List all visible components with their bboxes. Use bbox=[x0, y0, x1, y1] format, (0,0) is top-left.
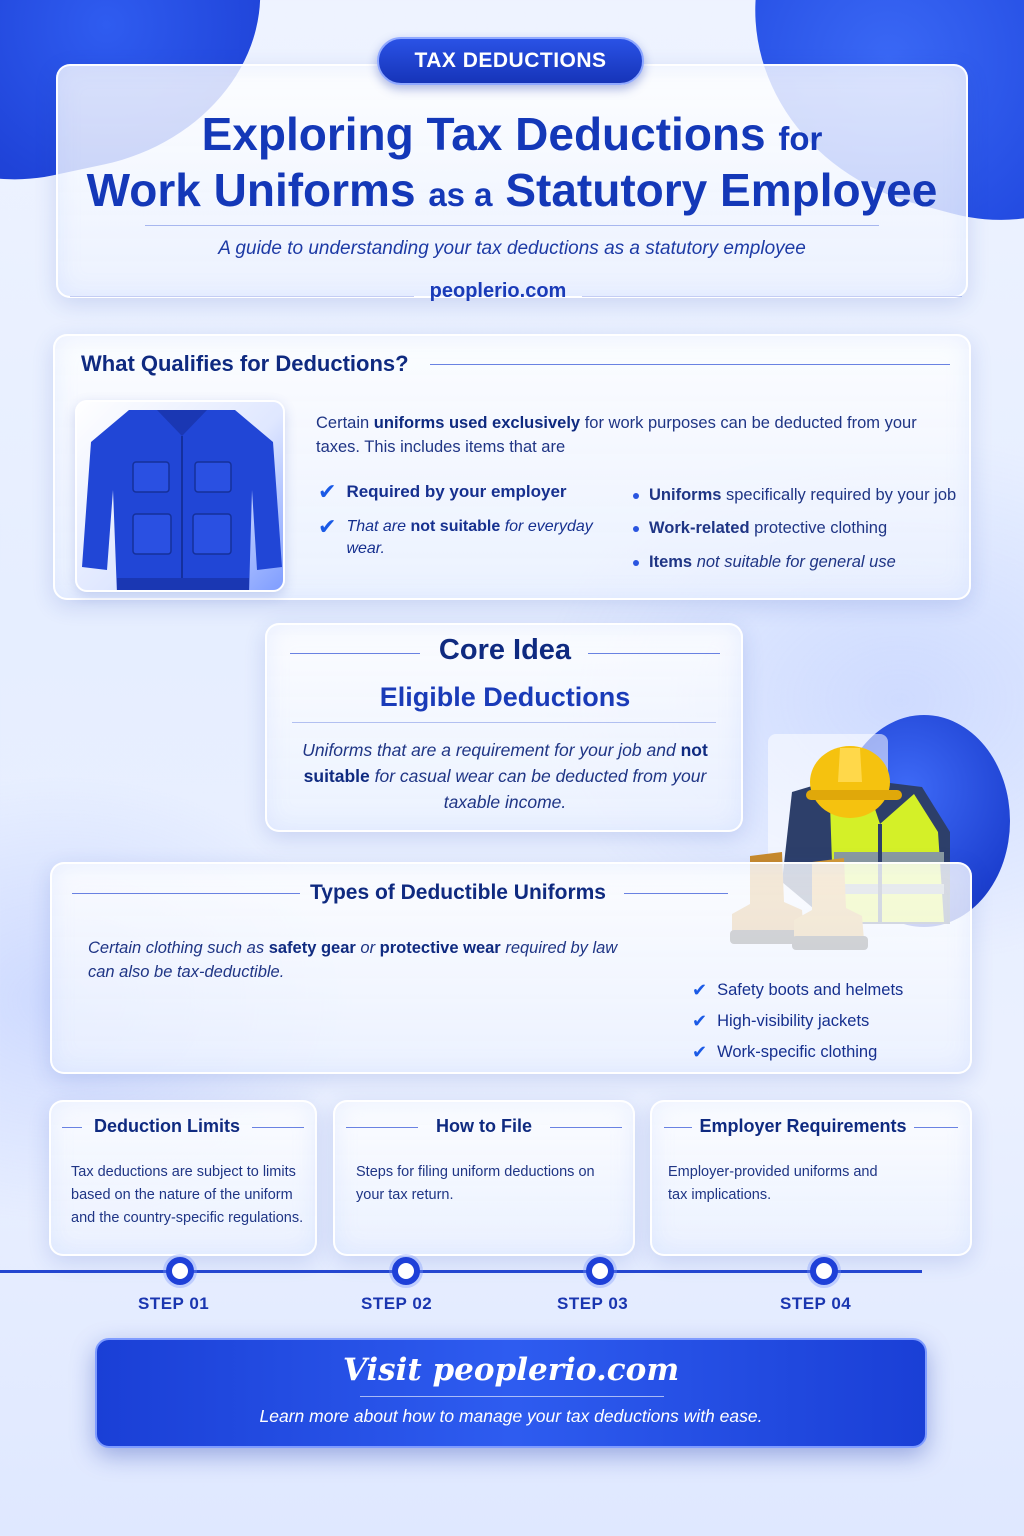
check-item-not-suitable: ✔ That are not suitable for everyday wear. bbox=[318, 516, 608, 560]
timeline-line bbox=[0, 1270, 922, 1273]
card-title: How to File bbox=[436, 1116, 532, 1136]
card-title: Deduction Limits bbox=[93, 1116, 240, 1136]
qualifies-intro: Certain uniforms used exclusively for work purposes can be deducted from your taxes. This includes items that are bbox=[316, 414, 917, 456]
cta-divider bbox=[360, 1396, 664, 1397]
timeline-node bbox=[586, 1257, 614, 1285]
list-item: ✔ Safety boots and helmets bbox=[692, 980, 904, 1000]
card-text: Tax deductions are subject to limits based on the nature of the uniform and the country-specific regulations. bbox=[71, 1164, 304, 1226]
bullet-icon bbox=[633, 560, 639, 566]
list-item: Work-related protective clothing bbox=[633, 519, 887, 538]
card-rule bbox=[252, 1127, 304, 1128]
site-link[interactable]: peoplerio.com bbox=[429, 280, 567, 302]
qualifies-heading-rule bbox=[430, 364, 950, 365]
card-title: Employer Requirements bbox=[699, 1116, 907, 1136]
card-rule bbox=[664, 1127, 692, 1128]
category-badge: TAX DEDUCTIONS bbox=[377, 37, 644, 85]
list-item: Uniforms specifically required by your job bbox=[633, 486, 956, 505]
list-item: Items not suitable for general use bbox=[633, 553, 896, 572]
card-rule bbox=[914, 1127, 958, 1128]
types-rule-left bbox=[72, 893, 300, 894]
check-icon: ✔ bbox=[692, 1042, 708, 1062]
check-icon: ✔ bbox=[318, 479, 337, 504]
page-subtitle: A guide to understanding your tax deductions as a statutory employee bbox=[218, 238, 806, 259]
qualifies-heading: What Qualifies for Deductions? bbox=[81, 351, 409, 376]
core-idea-subtitle: Eligible Deductions bbox=[379, 682, 631, 712]
cta-subtitle: Learn more about how to manage your tax deductions with ease. bbox=[259, 1406, 763, 1426]
card-text: Employer-provided uniforms and tax implications. bbox=[668, 1164, 878, 1203]
timeline-node bbox=[392, 1257, 420, 1285]
core-subtitle-rule bbox=[292, 722, 716, 723]
timeline-node bbox=[810, 1257, 838, 1285]
core-idea-text: Uniforms that are a requirement for your job and not suitable for casual wear can be deducted from your taxable income. bbox=[302, 740, 708, 812]
jacket-image bbox=[75, 400, 285, 592]
header-divider bbox=[145, 225, 879, 226]
card-rule bbox=[550, 1127, 622, 1128]
step-label: STEP 03 bbox=[557, 1294, 629, 1313]
page-title-line-1: Exploring Tax Deductions for bbox=[201, 108, 823, 160]
step-label: STEP 01 bbox=[138, 1294, 210, 1313]
cta-title[interactable]: Visit peoplerio.com bbox=[342, 1352, 680, 1388]
timeline-node bbox=[166, 1257, 194, 1285]
check-item-required: ✔ Required by your employer bbox=[318, 479, 567, 504]
core-idea-title: Core Idea bbox=[438, 634, 572, 666]
types-heading: Types of Deductible Uniforms bbox=[310, 881, 606, 904]
check-icon: ✔ bbox=[692, 980, 708, 1000]
step-label: STEP 04 bbox=[780, 1294, 852, 1313]
site-divider-right bbox=[582, 296, 962, 297]
types-rule-right bbox=[624, 893, 728, 894]
jacket-icon bbox=[77, 402, 285, 592]
card-rule bbox=[346, 1127, 418, 1128]
check-icon: ✔ bbox=[692, 1011, 708, 1031]
step-label: STEP 02 bbox=[361, 1294, 433, 1313]
types-text: Certain clothing such as safety gear or protective wear required by law can also be tax-deductible. bbox=[88, 939, 618, 981]
check-icon: ✔ bbox=[318, 514, 337, 539]
bullet-icon bbox=[633, 526, 639, 532]
bullet-icon bbox=[633, 493, 639, 499]
card-rule bbox=[62, 1127, 82, 1128]
list-item: ✔ Work-specific clothing bbox=[692, 1042, 878, 1062]
list-item: ✔ High-visibility jackets bbox=[692, 1011, 870, 1031]
site-divider-left bbox=[70, 296, 414, 297]
page-title-line-2: Work Uniforms as a Statutory Employee bbox=[86, 164, 938, 216]
card-text: Steps for filing uniform deductions on your tax return. bbox=[356, 1164, 595, 1203]
